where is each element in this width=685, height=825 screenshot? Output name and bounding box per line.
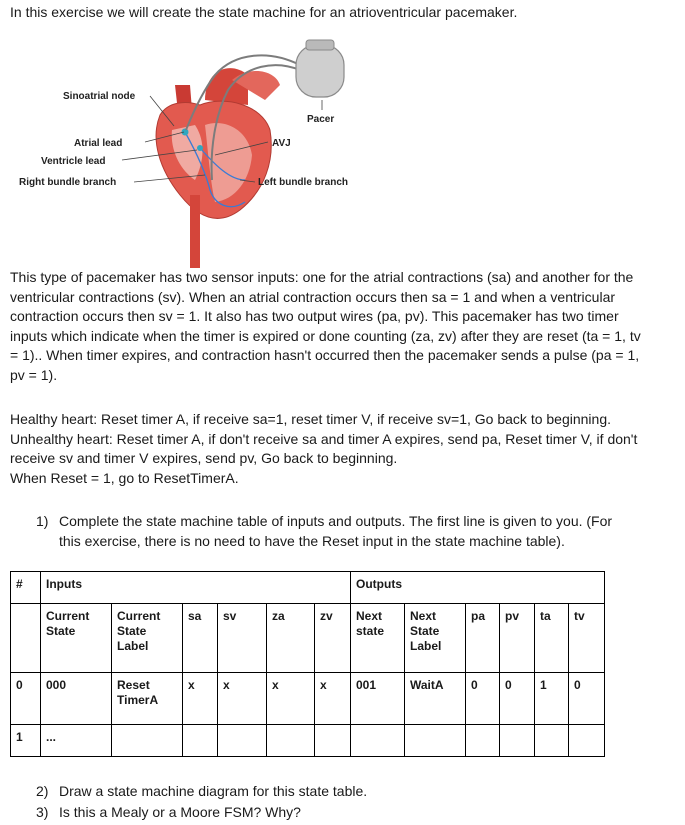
col-header-pa: pa [466, 604, 500, 673]
pacer-device [296, 40, 344, 97]
table-cell: 001 [351, 673, 405, 725]
table-cell: WaitA [405, 673, 466, 725]
col-header-tv: tv [569, 604, 605, 673]
col-header-sv: sv [218, 604, 267, 673]
question-1-number: 1) [36, 513, 49, 529]
row-number: 0 [11, 673, 41, 725]
table-cell [405, 725, 466, 757]
table-cell: ... [41, 725, 112, 757]
table-cell [218, 725, 267, 757]
table-cell: x [315, 673, 351, 725]
col-header-next-state: Next state [351, 604, 405, 673]
label-right-bundle-branch: Right bundle branch [19, 177, 117, 188]
question-2-text: Draw a state machine diagram for this state table. [59, 783, 368, 799]
pacemaker-description: This type of pacemaker has two sensor inputs: one for the atrial contractions (sa) and another for the ventricular contractions (sv). When an atrial contraction occurs then sa = 1 and when a ventricular contraction occurs then sv = 1. It also has two output wires (pa, pv). This pacemaker has two timer inputs which indicate when the timer is expired or done counting (za, zv) after they are reset (ta = 1, tv = 1).. When timer expires, and contraction hasn't occurred then the pacemaker sends a pulse (pa = 1, pv = 1). [10, 269, 641, 383]
state-table [10, 571, 605, 757]
label-atrial-lead: Atrial lead [74, 138, 123, 149]
table-cell: 0 [569, 673, 605, 725]
col-header-zv: zv [315, 604, 351, 673]
healthy-heart-line: Healthy heart: Reset timer A, if receive sa=1, reset timer V, if receive sv=1, Go back to beginning. [10, 411, 611, 427]
question-1-text: Complete the state machine table of inputs and outputs. The first line is given to you. (For this exercise, there is no need to have the Reset input in the state machine table). [59, 513, 613, 549]
col-header-za: za [267, 604, 315, 673]
row-number: 1 [11, 725, 41, 757]
outputs-group-header: Outputs [351, 572, 605, 604]
col-header-next-state-label: Next State Label [405, 604, 466, 673]
table-cell [112, 725, 183, 757]
table-cell [466, 725, 500, 757]
table-cell [183, 725, 218, 757]
table-cell: 0 [500, 673, 535, 725]
label-sinoatrial-node: Sinoatrial node [63, 91, 136, 102]
table-cell: 0 [466, 673, 500, 725]
col-header-pv: pv [500, 604, 535, 673]
label-pacer: Pacer [307, 114, 335, 125]
table-cell: 1 [535, 673, 569, 725]
label-left-bundle-branch: Left bundle branch [258, 177, 348, 188]
table-row [11, 673, 605, 725]
question-2-number: 2) [36, 783, 49, 799]
reset-line: When Reset = 1, go to ResetTimerA. [10, 469, 239, 486]
col-header-current-state-label: Current State Label [112, 604, 183, 673]
intro-text: In this exercise we will create the state machine for an atrioventricular pacemaker. [10, 4, 518, 20]
table-cell: x [218, 673, 267, 725]
col-header-ta: ta [535, 604, 569, 673]
table-cell: x [267, 673, 315, 725]
question-3-number: 3) [36, 804, 49, 820]
heart-illustration [156, 68, 280, 268]
question-3-text: Is this a Mealy or a Moore FSM? Why? [59, 804, 301, 820]
table-cell [535, 725, 569, 757]
table-row [11, 725, 605, 757]
table-cell [569, 725, 605, 757]
table-cell [11, 604, 41, 673]
table-cell [315, 725, 351, 757]
label-ventricle-lead: Ventricle lead [41, 156, 106, 167]
heart-behavior-description [10, 410, 650, 488]
table-group-header-row [11, 572, 605, 604]
col-header-current-state: Current State [41, 604, 112, 673]
table-cell: x [183, 673, 218, 725]
table-cell [500, 725, 535, 757]
col-header-sa: sa [183, 604, 218, 673]
unhealthy-heart-line: Unhealthy heart: Reset timer A, if don't receive sa and timer A expires, send pa, Reset timer V, if don't receive sv and timer V expires, send pv, Go back to beginning. [10, 430, 638, 466]
table-cell: Reset TimerA [112, 673, 183, 725]
table-column-header-row [11, 604, 605, 673]
table-cell [351, 725, 405, 757]
table-cell: 000 [41, 673, 112, 725]
pacemaker-heart-diagram [0, 30, 400, 270]
col-hash-header: # [11, 572, 41, 604]
label-avj: AVJ [272, 138, 291, 149]
table-cell [267, 725, 315, 757]
inputs-group-header: Inputs [41, 572, 351, 604]
